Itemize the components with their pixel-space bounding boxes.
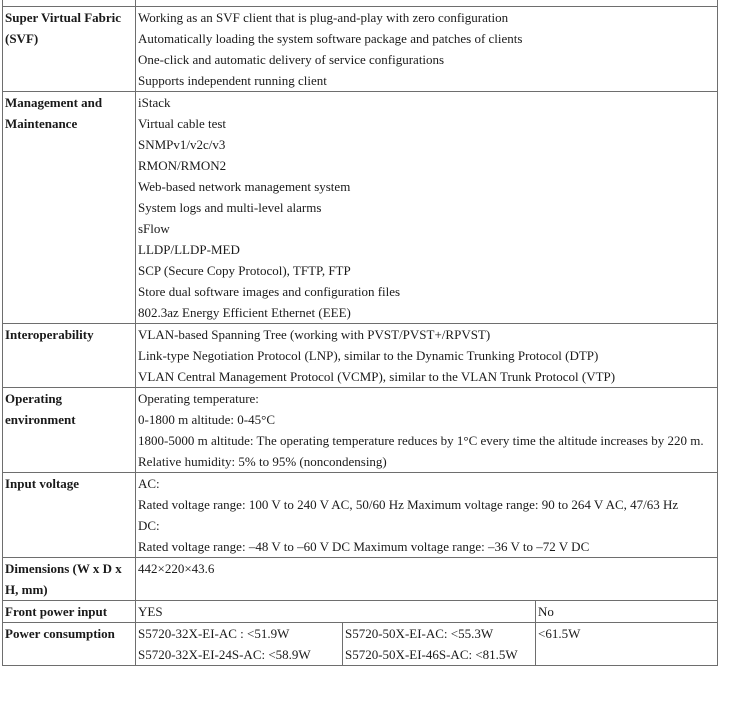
value-line: RMON/RMON2 — [138, 158, 227, 173]
value-line: SNMPv1/v2c/v3 — [138, 137, 226, 152]
value-line: S5720-50X-EI-46S-AC: <81.5W — [345, 647, 518, 662]
value-line: Rated voltage range: –48 V to –60 V DC Maximum voltage range: –36 V to –72 V DC — [138, 539, 590, 554]
value-line: Link-type Negotiation Protocol (LNP), similar to the Dynamic Trunking Protocol (DTP) — [138, 348, 599, 363]
value-line: LLDP/LLDP-MED — [138, 242, 240, 257]
value-line: Virtual cable test — [138, 116, 227, 131]
value-line: 442×220×43.6 — [138, 561, 215, 576]
row-value — [136, 388, 718, 473]
value-line: Supports independent running client — [138, 73, 327, 88]
row-value — [136, 7, 718, 92]
value-line: S5720-32X-EI-AC : <51.9W — [138, 626, 290, 641]
row-value — [136, 92, 718, 324]
value-line: DC: — [138, 518, 160, 533]
table-row-management — [3, 92, 718, 324]
power-col-3 — [536, 623, 718, 666]
value-line: SCP (Secure Copy Protocol), TFTP, FTP — [138, 263, 351, 278]
value-line: One-click and automatic delivery of service configurations — [138, 52, 445, 67]
value-line: <61.5W — [538, 626, 581, 641]
value-line: Store dual software images and configuration files — [138, 284, 401, 299]
value-line: VLAN-based Spanning Tree (working with PVST/PVST+/RPVST) — [138, 327, 491, 342]
row-label: Front power input — [3, 601, 136, 623]
table-row-power-consumption — [3, 623, 718, 666]
power-col-2 — [343, 623, 536, 666]
value-line: Relative humidity: 5% to 95% (noncondensing) — [138, 454, 387, 469]
row-label: Interoperability — [3, 324, 136, 388]
row-label: Super Virtual Fabric (SVF) — [3, 7, 136, 92]
front-power-yes: YES — [136, 601, 536, 623]
value-line: Working as an SVF client that is plug-and-play with zero configuration — [138, 10, 509, 25]
value-line: Rated voltage range: 100 V to 240 V AC, 50/60 Hz Maximum voltage range: 90 to 264 V AC, 47/63 Hz — [138, 497, 679, 512]
value-line: S5720-50X-EI-AC: <55.3W — [345, 626, 494, 641]
row-label: Dimensions (W x D x H, mm) — [3, 558, 136, 601]
spec-table — [2, 0, 718, 666]
value-line: S5720-32X-EI-24S-AC: <58.9W — [138, 647, 311, 662]
value-line: AC: — [138, 476, 160, 491]
value-line: Web-based network management system — [138, 179, 351, 194]
value-line: System logs and multi-level alarms — [138, 200, 322, 215]
power-col-1 — [136, 623, 343, 666]
front-power-no: No — [536, 601, 718, 623]
value-line: 1800-5000 m altitude: The operating temperature reduces by 1°C every time the altitude increases by 220 m. — [138, 433, 704, 448]
value-line: iStack — [138, 95, 171, 110]
row-value — [136, 558, 718, 601]
table-row-svf — [3, 7, 718, 92]
row-label: Power consumption — [3, 623, 136, 666]
table-row-operating-environment — [3, 388, 718, 473]
table-row-front-power — [3, 601, 718, 623]
value-line: 802.3az Energy Efficient Ethernet (EEE) — [138, 305, 351, 320]
row-value — [136, 473, 718, 558]
table-row-input-voltage — [3, 473, 718, 558]
table-row-dimensions — [3, 558, 718, 601]
row-label: Management and Maintenance — [3, 92, 136, 324]
table-row-interoperability — [3, 324, 718, 388]
row-value — [136, 324, 718, 388]
value-line: Operating temperature: — [138, 391, 259, 406]
value-line: VLAN Central Management Protocol (VCMP), similar to the VLAN Trunk Protocol (VTP) — [138, 369, 616, 384]
value-line: Automatically loading the system software package and patches of clients — [138, 31, 523, 46]
value-line: 0-1800 m altitude: 0-45°C — [138, 412, 275, 427]
row-label: Operating environment — [3, 388, 136, 473]
row-label: Input voltage — [3, 473, 136, 558]
value-line: sFlow — [138, 221, 170, 236]
